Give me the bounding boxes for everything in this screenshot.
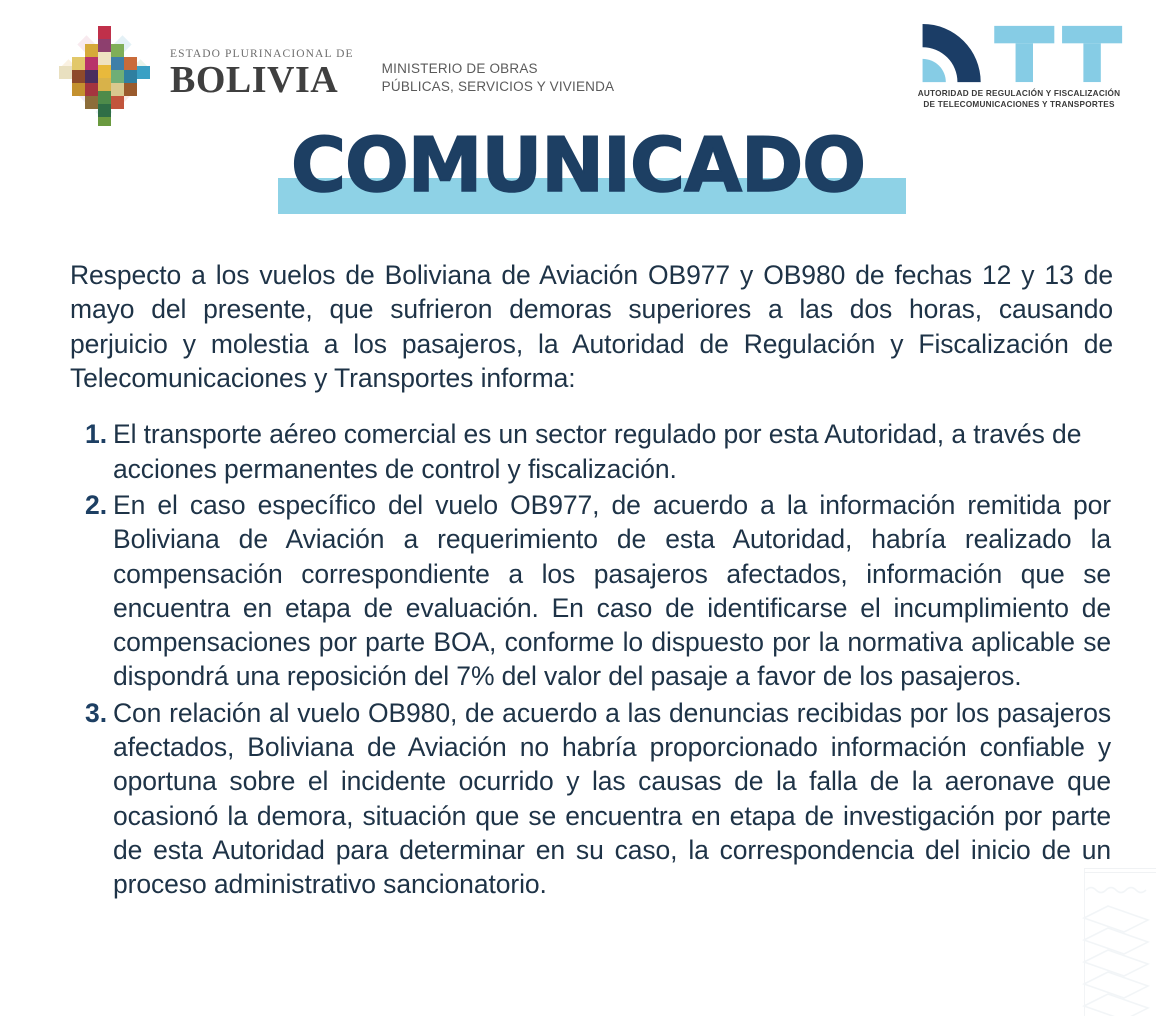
bolivia-country-label: BOLIVIA [170,58,339,101]
page-title: COMUNICADO [290,121,866,209]
list-item-number: 2. [85,489,108,520]
att-signal-arc-logo-icon [909,22,1130,84]
att-subtitle [904,89,1134,111]
list-item-text: Con relación al vuelo OB980, de acuerdo a las denuncias recibidas por los pasajeros afectados, Boliviana de Aviación no habría proporcionado información confiable y oportuna sobre el incidente ocurrido y las causas de la falla de la aeronave que ocasionó la demora, situación que se encuentra en etapa de investigación por parte de esta Autoridad para determinar en su caso, la correspondencia del inicio de un proceso administrativo sancionatorio. [113,697,1111,900]
estado-plurinacional-label: ESTADO PLURINACIONAL DE [170,48,354,61]
list-item [85,696,1111,902]
att-subtitle-line-1: AUTORIDAD DE REGULACIÓN Y FISCALIZACIÓN [917,89,1121,98]
ministry-name [382,60,615,126]
list-item-number: 1. [85,419,108,450]
bolivia-government-logo [52,22,614,126]
bolivia-chakana-emblem-icon [52,22,156,126]
page-title-block [0,121,1156,228]
bolivia-wordmark [170,49,354,99]
intro-paragraph: Respecto a los vuelos de Boliviana de Aviación OB977 y OB980 de fechas 12 y 13 de mayo del presente, que sufrieron demoras superiores a las dos horas, causando perjuicio y molestia a los pasajeros, la Autoridad de Regulación y Fiscalización de Telecomunicaciones y Transportes informa: [70,260,1113,393]
list-item-text: El transporte aéreo comercial es un sector regulado por esta Autoridad, a través de acciones permanentes de control y fiscalización. [113,419,1082,484]
list-item [85,417,1111,486]
document-header [0,0,1156,130]
ministry-line-1: MINISTERIO DE OBRAS [381,61,538,77]
att-logo [904,22,1134,111]
ministry-line-2: PÚBLICAS, SERVICIOS Y VIVIENDA [381,79,615,95]
list-item [85,488,1111,694]
att-subtitle-line-2: DE TELECOMUNICACIONES Y TRANSPORTES [923,99,1115,109]
numbered-list [85,417,1111,901]
list-item-number: 3. [85,697,108,728]
document-body [0,258,1156,904]
list-item-text: En el caso específico del vuelo OB977, de acuerdo a la información remitida por Boliviana de Aviación a requerimiento de esta Autoridad, habría realizado la compensación correspondiente a los pasajeros afectados, información que se encuentra en etapa de evaluación. En caso de identificarse el incumplimiento de compensaciones por parte BOA, conforme lo dispuesto por la normativa aplicable se dispondrá una reposición del 7% del valor del pasaje a favor de los pasajeros. [113,489,1111,692]
